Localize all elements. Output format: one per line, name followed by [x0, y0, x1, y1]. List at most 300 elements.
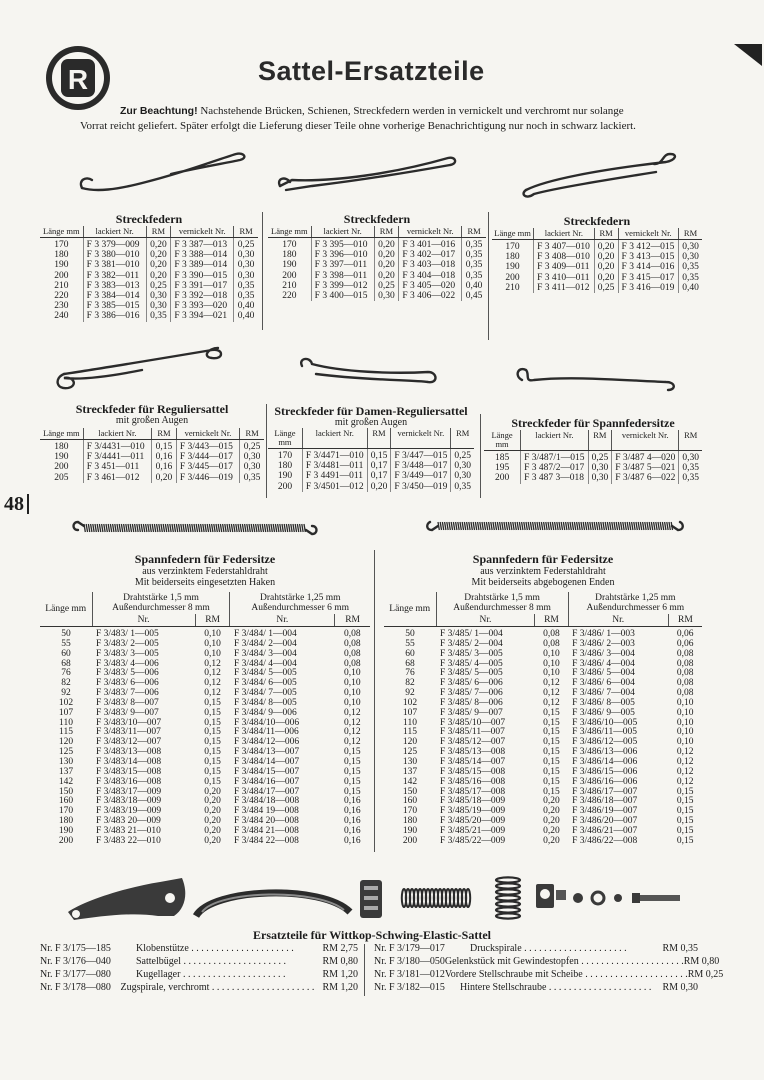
coil-mark [245, 524, 246, 532]
table-cell: F 3/484/ 1—004 [233, 629, 297, 639]
spannfedersitz-feder-image [510, 356, 680, 396]
column-header: Länge mm [40, 428, 83, 440]
table-cell: 0,10 [676, 737, 694, 748]
table-cell: 170 [58, 806, 74, 817]
coil-mark [86, 524, 87, 532]
coil-mark [570, 522, 571, 530]
table-row [40, 301, 258, 311]
coil-mark [249, 524, 250, 532]
table-cell: F 3/483/ 8—007 [96, 697, 159, 708]
table-cell: 0,20 [594, 262, 618, 272]
coil-mark [497, 522, 498, 530]
table-cell: F 3 390—015 [171, 271, 234, 281]
part-name [445, 968, 688, 981]
coil-mark [295, 524, 296, 532]
coil-mark [574, 522, 575, 530]
table-row [40, 238, 258, 251]
coil-mark [496, 895, 520, 900]
leader-dots: . . . . . . . . . . . . . . . . . . . . . [188, 943, 294, 954]
table-cell: F 3 395—010 [311, 238, 374, 251]
column-header: RM [367, 428, 391, 449]
table-cell: 0,10 [543, 658, 560, 669]
table-cell: F 3/486/17—007 [572, 786, 638, 797]
table-cell: F 3/4471—010 [302, 449, 367, 462]
table-row [268, 461, 474, 471]
coil-mark [557, 522, 558, 530]
part-price: RM 0,80 [322, 956, 358, 967]
table-cell: 0,15 [543, 776, 560, 787]
table-cell: F 3 399—012 [311, 281, 374, 291]
logo-letter: R [67, 64, 89, 95]
coil-mark [108, 524, 109, 532]
table-cell: F 3 388—014 [171, 250, 234, 260]
coil-mark [645, 522, 646, 530]
coil-mark [220, 524, 221, 532]
column-header: vernickelt Nr. [176, 428, 239, 440]
table-cell: 125 [402, 747, 418, 758]
coil-mark [130, 524, 131, 532]
spannfedern-left-sub1: aus verzinktem Federstahldraht [142, 566, 268, 577]
coil-mark [496, 907, 520, 912]
table-cell: 0,20 [543, 816, 560, 827]
coil-mark [647, 522, 648, 530]
table-cell: 0,15 [543, 717, 560, 728]
part-name-text: Vordere Stellschraube mit Scheibe [444, 969, 583, 980]
table-cell: F 3 461—012 [83, 473, 151, 483]
table-cell: 0,10 [344, 678, 361, 689]
coil-mark [662, 522, 663, 530]
table-cell: F 3 381—010 [83, 260, 146, 270]
table-cell: 0,12 [676, 776, 694, 787]
column-header: lackiert Nr. [83, 428, 151, 440]
table-cell: 50 [61, 629, 71, 639]
coil-mark [489, 522, 490, 530]
table-cell: F 3/443—015 [176, 440, 239, 453]
coil-mark [117, 524, 118, 532]
part-number: Nr. F 3/177—080 [40, 969, 111, 980]
coil-mark [256, 524, 257, 532]
coil-mark [667, 522, 668, 530]
page-title: Sattel-Ersatzteile [258, 56, 485, 86]
rm-header: RM [668, 614, 702, 627]
coil-mark [583, 522, 584, 530]
table-cell: F 3 382—011 [83, 271, 146, 281]
table-cell: 160 [402, 796, 418, 807]
table-cell: 0,20 [543, 796, 560, 807]
coil-mark [238, 524, 239, 532]
table-cell: 0,17 [367, 471, 391, 481]
table-row [384, 627, 702, 640]
coil-mark [286, 524, 287, 532]
r-logo-icon [44, 44, 112, 112]
coil-mark [271, 524, 272, 532]
coil-mark [449, 522, 450, 530]
table-cell: 0,06 [676, 629, 694, 639]
table-cell: 0,30 [234, 271, 258, 281]
table-header-row [484, 430, 702, 451]
table-row [40, 473, 264, 483]
part-name [136, 942, 306, 955]
table-cell: 92 [61, 688, 71, 699]
leader-dots: . . . . . . . . . . . . . . . . . . . . . [180, 969, 286, 980]
table-cell: 150 [402, 786, 418, 797]
table-cell: 0,10 [543, 668, 560, 679]
column-header: RM [146, 226, 171, 238]
table-cell: 150 [58, 786, 74, 797]
table-cell: 0,15 [543, 747, 560, 758]
table-row [40, 837, 370, 847]
table-cell: 170 [402, 806, 418, 817]
coil-mark [258, 524, 259, 532]
table-cell: F 3/485/19—009 [440, 806, 506, 817]
table-cell: 76 [61, 668, 71, 679]
table-cell: 120 [402, 737, 418, 748]
coil-mark [214, 524, 215, 532]
coil-mark [654, 522, 655, 530]
length-header: Länge mm [384, 592, 436, 627]
coil-mark [563, 522, 564, 530]
coil-mark [447, 522, 448, 530]
coil-mark [113, 524, 114, 532]
coil-mark [660, 522, 661, 530]
part-price: RM 0,25 [687, 969, 724, 980]
coil-mark [462, 522, 463, 530]
column-divider [488, 212, 489, 340]
coil-mark [234, 524, 235, 532]
table-cell: 115 [403, 727, 417, 738]
table-cell: F 3 413—015 [618, 252, 679, 262]
part-name [136, 968, 306, 981]
coil-mark [559, 522, 560, 530]
table-cell: 0,25 [240, 440, 264, 453]
table-cell: 130 [58, 756, 74, 767]
table-cell: F 3/483/14—008 [96, 756, 162, 767]
table-cell: F 3/484/ 5—005 [233, 668, 297, 679]
coil-mark [302, 524, 303, 532]
coil-mark [471, 522, 472, 530]
table-cell: 115 [59, 727, 73, 738]
coil-mark [150, 524, 151, 532]
table-cell: F 3 414—016 [618, 262, 679, 272]
nr-header: Nr. [436, 614, 535, 627]
table-cell: 0,15 [204, 727, 221, 738]
table-cell: 102 [58, 697, 74, 708]
table-cell: 0,25 [588, 451, 612, 464]
table-cell: 0,15 [543, 786, 560, 797]
table-cell: F 3/487 5—021 [612, 463, 679, 473]
coil-mark [438, 522, 439, 530]
table-cell: 0,10 [676, 717, 694, 728]
table-cell: 190 [282, 260, 297, 271]
table-cell: F 3/485/ 2—004 [440, 638, 503, 649]
coil-mark [121, 524, 122, 532]
table-cell: 0,35 [679, 473, 702, 483]
part-name-text: Gelenkstück mit Gewindestopfen [444, 956, 579, 967]
coil-mark [517, 522, 518, 530]
regulier-table [40, 428, 264, 483]
table-cell: 0,16 [344, 806, 361, 817]
coil-mark [161, 524, 162, 532]
table-header-row [40, 428, 264, 440]
coil-mark [304, 524, 305, 532]
coil-mark [568, 522, 569, 530]
table-cell: 0,15 [204, 737, 221, 748]
spannfeder-haken-image [68, 518, 322, 538]
table-cell: 0,30 [679, 240, 702, 253]
table-cell: 0,30 [451, 471, 474, 481]
table-row [268, 260, 486, 270]
table-cell: 0,12 [543, 697, 560, 708]
regulier-feder-image [52, 340, 232, 398]
corner-mark [734, 44, 762, 66]
coil-mark [535, 522, 536, 530]
table-cell: F 3 416—019 [618, 283, 679, 293]
table-cell: 210 [282, 280, 297, 291]
table-cell: F 3/486/ 2—003 [572, 638, 635, 649]
table-cell: 170 [277, 451, 293, 461]
table-row [40, 311, 258, 321]
coil-mark [496, 913, 520, 918]
table-6-title: Streckfeder für Spannfedersitze [511, 416, 675, 430]
table-cell: 0,08 [543, 629, 560, 639]
table-cell: F 3/486/ 7—004 [572, 688, 635, 699]
table-cell: F 3/448—017 [391, 461, 451, 471]
table-cell: F 3/483/11—007 [96, 727, 161, 738]
table-cell: F 3/484 21—008 [233, 825, 299, 836]
coil-mark [143, 524, 144, 532]
table-cell: F 3 394—021 [171, 311, 234, 321]
table-cell: 0,40 [679, 283, 702, 293]
leader-dots: . . . . . . . . . . . . . . . . . . . . . [521, 943, 627, 954]
table-cell: F 3/485/ 3—005 [440, 648, 503, 659]
table-cell: F 3 411—012 [534, 283, 595, 293]
table-cell: F 3/483 20—009 [96, 816, 161, 827]
table-cell: F 3 487 3—018 [521, 473, 588, 483]
coil-mark [280, 524, 281, 532]
coil-mark [229, 524, 230, 532]
part-row [40, 942, 358, 955]
coil-mark [552, 522, 553, 530]
rm-header: RM [335, 614, 370, 627]
kugellager-icon [360, 880, 382, 918]
coil-mark [496, 877, 520, 882]
table-cell: 0,10 [676, 697, 694, 708]
table-cell: 130 [402, 756, 418, 767]
table-cell: 220 [54, 291, 69, 302]
coil-mark [212, 524, 213, 532]
table-cell: F 3 389—014 [171, 260, 234, 270]
part-number: Nr. F 3/179—017 [374, 943, 445, 954]
streckfedern-table-2 [268, 226, 486, 301]
table-cell: 0,15 [367, 449, 391, 462]
coil-mark [579, 522, 580, 530]
table-cell: 200 [282, 270, 297, 281]
table-cell: 0,10 [204, 629, 221, 639]
zugspirale-icon [402, 889, 470, 907]
coil-mark [656, 522, 657, 530]
table-cell: 0,30 [146, 291, 171, 301]
table-cell: 50 [405, 629, 415, 639]
coil-mark [128, 524, 129, 532]
table-cell: 0,08 [676, 658, 694, 669]
coil-mark [458, 522, 459, 530]
streckfeder-image-3 [516, 150, 686, 200]
table-cell: 0,30 [588, 473, 612, 483]
table-cell: 0,35 [234, 291, 258, 301]
coil-mark [247, 524, 248, 532]
table-cell: 125 [58, 747, 74, 758]
table-cell: 110 [403, 717, 417, 728]
coil-mark [139, 524, 140, 532]
coil-mark [88, 524, 89, 532]
leader-dots: . . . . . . . . . . . . . . . . . . . . . [582, 969, 688, 980]
part-number: Nr. F 3/175—185 [40, 943, 111, 954]
coil-mark [610, 522, 611, 530]
notice-text-1: Nachstehende Brücken, Schienen, Streckfedern werden in vernickelt und verchromt nur solange [200, 105, 624, 117]
column-header: vernickelt Nr. [618, 228, 679, 240]
table-cell: 142 [58, 776, 74, 787]
wittkop-list-right [374, 942, 724, 994]
table-cell: F 3/484/ 2—004 [233, 638, 297, 649]
coil-mark [223, 524, 224, 532]
coil-mark [467, 522, 468, 530]
coil-mark [623, 522, 624, 530]
coil-mark [544, 522, 545, 530]
table-cell: 0,35 [240, 473, 264, 483]
coil-mark [192, 524, 193, 532]
table-cell: F 3/485/17—008 [440, 786, 506, 797]
coil-mark [275, 524, 276, 532]
coil-mark [185, 524, 186, 532]
table-row [268, 271, 486, 281]
table-cell: 0,15 [152, 440, 177, 453]
column-header: RM [679, 430, 702, 451]
coil-mark [124, 524, 125, 532]
coil-mark [126, 524, 127, 532]
table-cell: 220 [282, 291, 297, 302]
table-cell: 0,06 [676, 638, 694, 649]
table-row [268, 449, 474, 462]
table-cell: 0,12 [676, 766, 694, 777]
table-cell: F 3 379—009 [83, 238, 146, 251]
coil-mark [649, 522, 650, 530]
coil-mark [456, 522, 457, 530]
table-cell: 0,10 [676, 727, 694, 738]
table-cell: F 3 380—010 [83, 250, 146, 260]
table-cell: 0,16 [344, 816, 361, 827]
column-header: RM [588, 430, 612, 451]
table-row [268, 482, 474, 492]
table-cell: F 3/484/14—007 [233, 756, 300, 767]
table-cell: 0,15 [676, 835, 694, 846]
table-cell: F 3 391—017 [171, 281, 234, 291]
rm-header: RM [195, 614, 230, 627]
table-row [40, 281, 258, 291]
table-cell: 190 [505, 262, 520, 273]
table-cell: 160 [58, 796, 74, 807]
coil-mark [203, 524, 204, 532]
coil-mark [491, 522, 492, 530]
table-cell: 0,20 [146, 250, 171, 260]
coil-mark [669, 522, 670, 530]
table-cell: 190 [402, 825, 418, 836]
table-cell: F 3/484/ 7—005 [233, 688, 297, 699]
table-cell: F 3/484 20—008 [233, 816, 299, 827]
part-number: Nr. F 3/178—080 [40, 982, 111, 993]
table-cell: 0,15 [676, 806, 694, 817]
coil-mark [190, 524, 191, 532]
coil-mark [612, 522, 613, 530]
coil-mark [629, 522, 630, 530]
streckfedern-table-3 [492, 228, 702, 293]
column-divider [480, 414, 481, 498]
table-cell: 0,15 [204, 756, 221, 767]
coil-mark [132, 524, 133, 532]
damen-feder-image [292, 352, 442, 396]
table-cell: 102 [402, 697, 418, 708]
table-cell: 170 [282, 240, 297, 250]
coil-mark [119, 524, 120, 532]
table-cell: 0,20 [204, 835, 221, 846]
table-4-subtitle: mit großen Augen [115, 415, 189, 426]
table-cell: 0,15 [204, 747, 221, 758]
part-name [470, 942, 646, 955]
coil-mark [264, 524, 265, 532]
coil-mark [99, 524, 100, 532]
table-cell: F 3 415—017 [618, 273, 679, 283]
table-cell: F 3/484/11—006 [233, 727, 299, 738]
table-cell: F 3/483/ 2—005 [96, 638, 159, 649]
group-header-1: Drahtstärke 1,5 mm Außendurchmesser 8 mm [92, 592, 230, 614]
table-cell: 210 [505, 282, 520, 293]
table-cell: 55 [405, 638, 415, 649]
coil-mark [201, 524, 202, 532]
table-row [492, 262, 702, 272]
part-name-text: Sattelbügel [136, 956, 181, 967]
table-cell: 0,35 [679, 463, 702, 473]
table-cell: F 3/4441—011 [83, 452, 151, 462]
table-cell: F 3/484/ 6—005 [233, 678, 297, 689]
table-cell: F 3/485/15—008 [440, 766, 506, 777]
coil-mark [170, 524, 171, 532]
table-cell: 0,10 [204, 648, 221, 659]
table-cell: 240 [54, 311, 69, 322]
table-cell: 0,20 [543, 835, 560, 846]
table-cell: F 3 410—011 [534, 273, 595, 283]
table-cell: F 3/447—015 [391, 449, 451, 462]
coil-mark [445, 522, 446, 530]
column-header: Länge mm [484, 430, 521, 451]
table-cell: F 3/4481—011 [302, 461, 367, 471]
part-price: RM 0,30 [662, 982, 698, 993]
coil-mark [484, 522, 485, 530]
coil-mark [634, 522, 635, 530]
table-cell: F 3/483/17—009 [96, 786, 162, 797]
table-cell: F 3/485/ 4—005 [440, 658, 503, 669]
spannfedern-left-sub2: Mit beiderseits eingesetzten Haken [134, 577, 276, 588]
part-row [40, 968, 358, 981]
table-cell: 0,30 [240, 462, 264, 472]
coil-mark [533, 522, 534, 530]
column-header: Länge mm [492, 228, 534, 240]
coil-mark [242, 524, 243, 532]
table-cell: 0,20 [204, 816, 221, 827]
table-cell: F 3/484/13—007 [233, 747, 300, 758]
leader-dots: . . . . . . . . . . . . . . . . . . . . . [209, 982, 315, 993]
coil-mark [464, 522, 465, 530]
column-header: RM [594, 228, 618, 240]
spannfeder-enden-image [422, 516, 688, 536]
